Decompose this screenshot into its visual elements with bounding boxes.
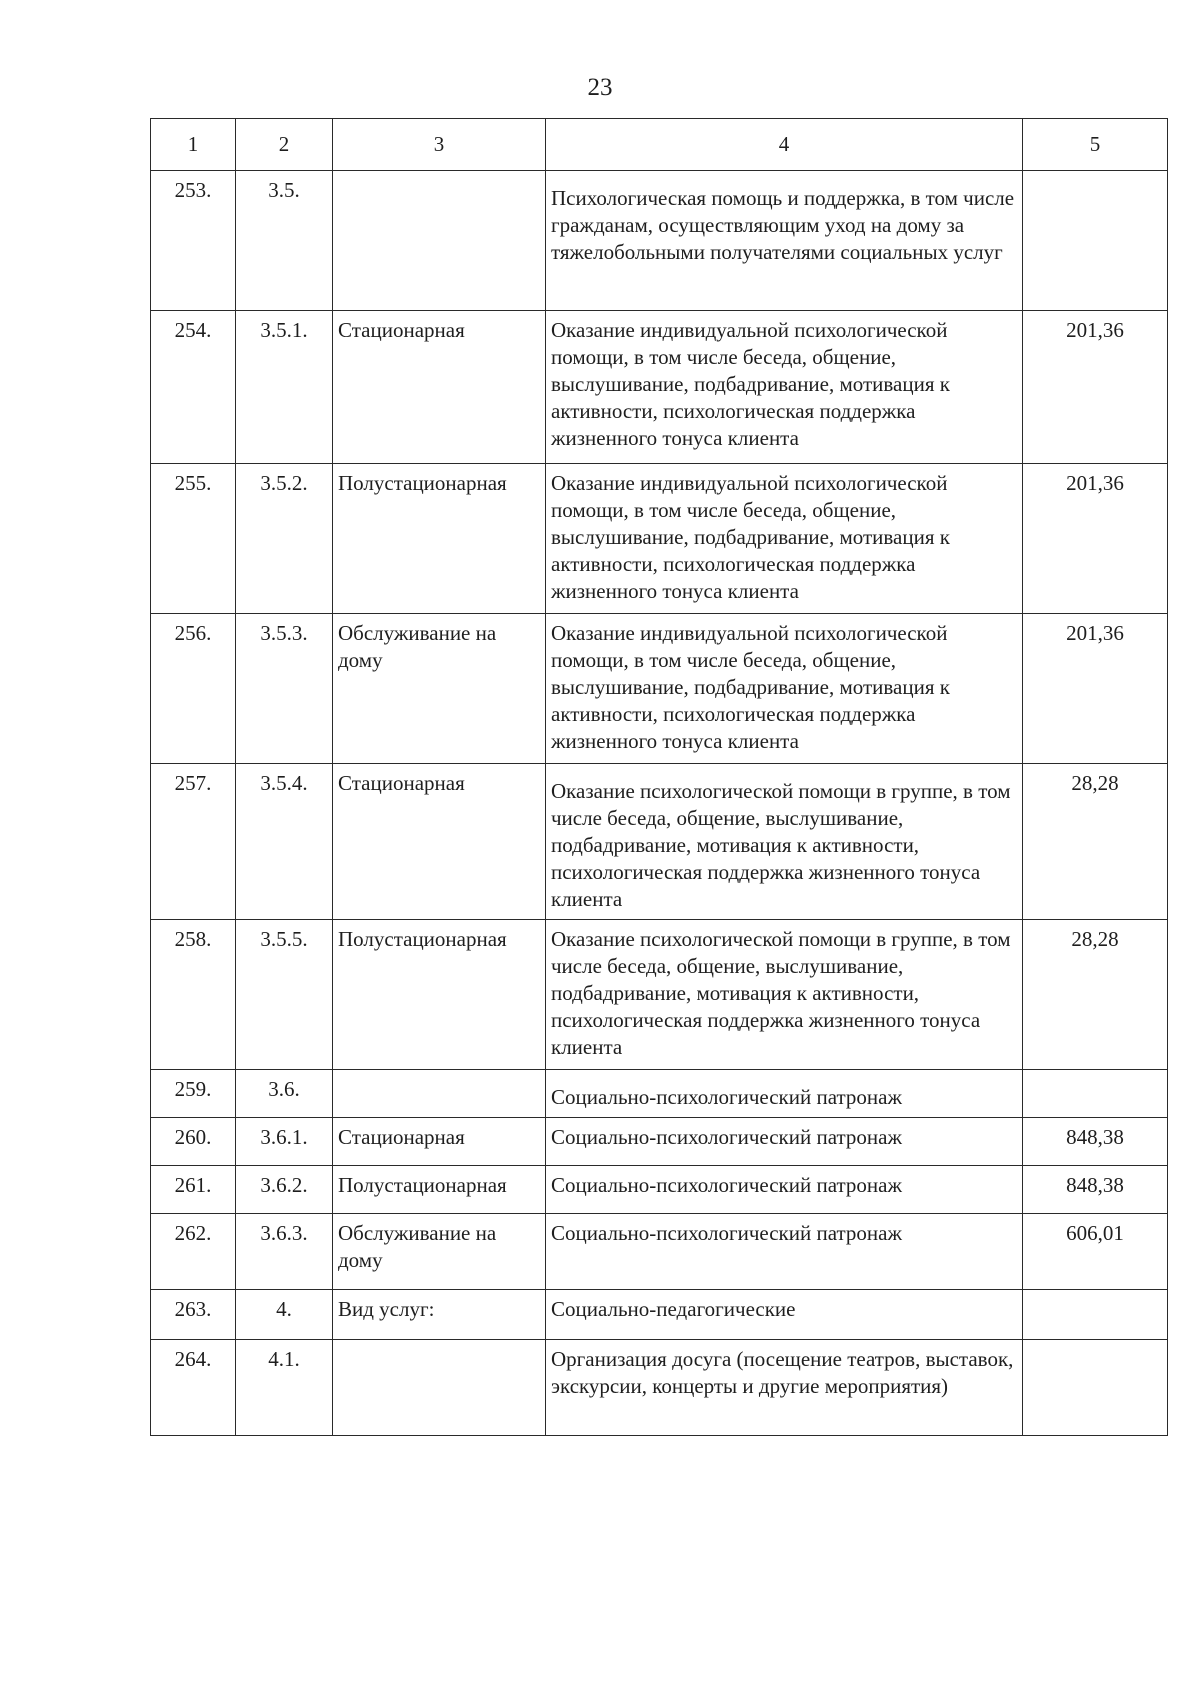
page-number: 23 — [587, 74, 613, 101]
service-code: 3.5.3. — [236, 614, 333, 764]
row-number: 255. — [151, 464, 236, 614]
service-description: Социально-психологический патронаж — [546, 1166, 1023, 1214]
service-description: Оказание индивидуальной психологической помощи, в том числе беседа, общение, выслушивание, подбадривание, мотивация к активности, психологическая поддержка жизненного тонуса клиента — [546, 614, 1023, 764]
service-price: 848,38 — [1023, 1166, 1168, 1214]
service-code: 3.5.4. — [236, 764, 333, 920]
service-code: 3.5. — [236, 171, 333, 311]
column-header: 5 — [1023, 119, 1168, 171]
service-description: Оказание индивидуальной психологической помощи, в том числе беседа, общение, выслушивание, подбадривание, мотивация к активности, психологическая поддержка жизненного тонуса клиента — [546, 464, 1023, 614]
service-form — [333, 1340, 546, 1436]
service-price: 201,36 — [1023, 311, 1168, 464]
service-description: Психологическая помощь и поддержка, в том числе гражданам, осуществляющим уход на дому за тяжелобольными получателями социальных услуг — [546, 171, 1023, 311]
service-price: 201,36 — [1023, 614, 1168, 764]
row-number: 253. — [151, 171, 236, 311]
row-number: 258. — [151, 920, 236, 1070]
service-form: Обслуживание на дому — [333, 1214, 546, 1290]
table-row — [151, 1118, 1168, 1166]
service-form — [333, 1070, 546, 1118]
service-code: 3.5.2. — [236, 464, 333, 614]
table-row — [151, 1214, 1168, 1290]
service-price: 28,28 — [1023, 920, 1168, 1070]
service-price — [1023, 1290, 1168, 1340]
service-code: 3.5.5. — [236, 920, 333, 1070]
service-code: 3.6.3. — [236, 1214, 333, 1290]
service-description: Социально-психологический патронаж — [546, 1118, 1023, 1166]
row-number: 262. — [151, 1214, 236, 1290]
table-row — [151, 1340, 1168, 1436]
table-row — [151, 311, 1168, 464]
row-number: 259. — [151, 1070, 236, 1118]
column-header: 2 — [236, 119, 333, 171]
service-code: 4. — [236, 1290, 333, 1340]
service-description: Оказание индивидуальной психологической помощи, в том числе беседа, общение, выслушивание, подбадривание, мотивация к активности, психологическая поддержка жизненного тонуса клиента — [546, 311, 1023, 464]
service-form — [333, 171, 546, 311]
service-form: Обслуживание на дому — [333, 614, 546, 764]
service-form: Вид услуг: — [333, 1290, 546, 1340]
service-code: 3.5.1. — [236, 311, 333, 464]
service-form: Полустационарная — [333, 920, 546, 1070]
table-row — [151, 614, 1168, 764]
service-description: Социально-педагогические — [546, 1290, 1023, 1340]
table-row — [151, 1290, 1168, 1340]
service-description: Социально-психологический патронаж — [546, 1214, 1023, 1290]
service-form: Стационарная — [333, 1118, 546, 1166]
service-code: 3.6.2. — [236, 1166, 333, 1214]
service-price: 28,28 — [1023, 764, 1168, 920]
column-header: 4 — [546, 119, 1023, 171]
service-price — [1023, 1340, 1168, 1436]
service-description: Оказание психологической помощи в группе, в том числе беседа, общение, выслушивание, подбадривание, мотивация к активности, психологическая поддержка жизненного тонуса клиента — [546, 920, 1023, 1070]
service-price: 848,38 — [1023, 1118, 1168, 1166]
row-number: 254. — [151, 311, 236, 464]
service-description: Организация досуга (посещение театров, выставок, экскурсии, концерты и другие мероприятия) — [546, 1340, 1023, 1436]
service-description: Оказание психологической помощи в группе, в том числе беседа, общение, выслушивание, подбадривание, мотивация к активности, психологическая поддержка жизненного тонуса клиента — [546, 764, 1023, 920]
service-price: 201,36 — [1023, 464, 1168, 614]
column-header: 3 — [333, 119, 546, 171]
service-code: 4.1. — [236, 1340, 333, 1436]
table-header-row — [151, 119, 1168, 171]
table-row — [151, 464, 1168, 614]
row-number: 256. — [151, 614, 236, 764]
service-price: 606,01 — [1023, 1214, 1168, 1290]
row-number: 264. — [151, 1340, 236, 1436]
service-code: 3.6. — [236, 1070, 333, 1118]
service-form: Полустационарная — [333, 1166, 546, 1214]
services-table — [150, 118, 1168, 1436]
table-row — [151, 171, 1168, 311]
service-price — [1023, 1070, 1168, 1118]
service-form: Стационарная — [333, 764, 546, 920]
row-number: 257. — [151, 764, 236, 920]
table-row — [151, 764, 1168, 920]
service-price — [1023, 171, 1168, 311]
service-form: Полустационарная — [333, 464, 546, 614]
service-description: Социально-психологический патронаж — [546, 1070, 1023, 1118]
table-row — [151, 920, 1168, 1070]
column-header: 1 — [151, 119, 236, 171]
row-number: 261. — [151, 1166, 236, 1214]
table-row — [151, 1070, 1168, 1118]
service-code: 3.6.1. — [236, 1118, 333, 1166]
service-form: Стационарная — [333, 311, 546, 464]
row-number: 260. — [151, 1118, 236, 1166]
table-row — [151, 1166, 1168, 1214]
row-number: 263. — [151, 1290, 236, 1340]
